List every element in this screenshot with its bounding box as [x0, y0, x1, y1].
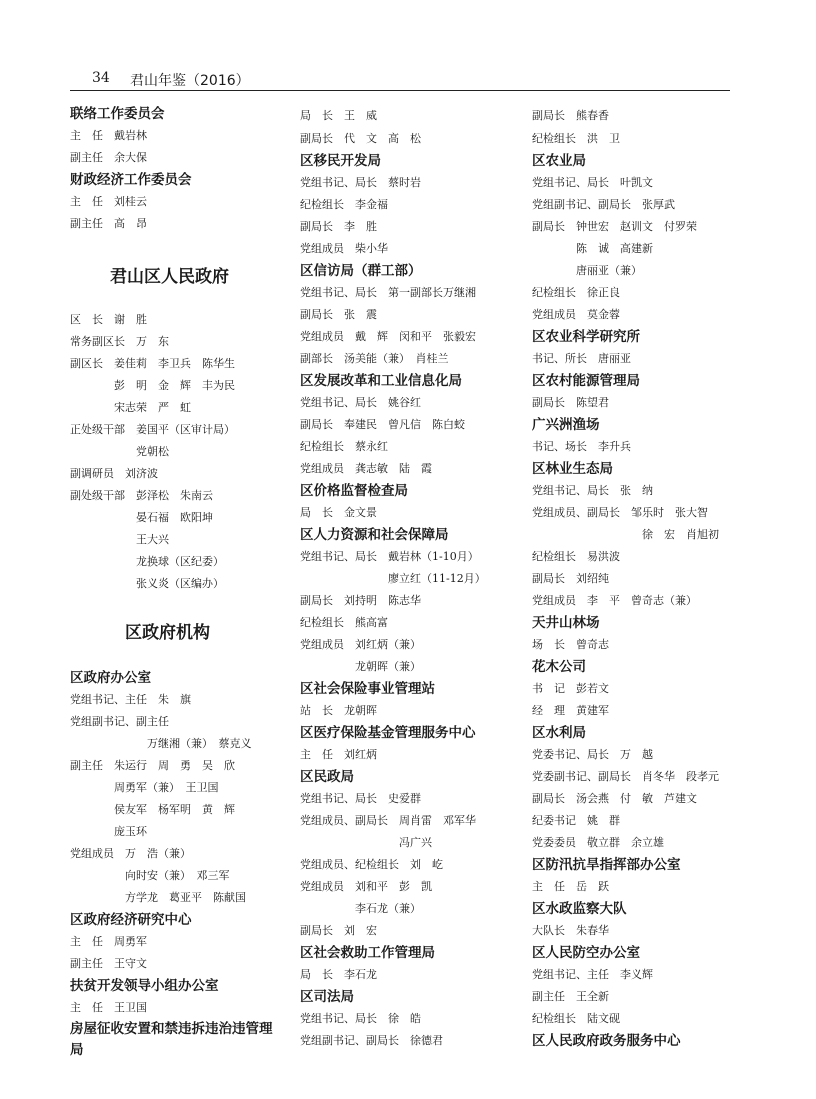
entry-line: 正处级干部 姜国平（区审计局） [70, 423, 235, 436]
column-middle [300, 103, 515, 1052]
entry-line: 站 长 龙朝晖 [300, 704, 377, 717]
entry-line: 副主任 余大保 [70, 151, 147, 164]
entry-line: 副主任 朱运行 周 勇 吴 欣 [70, 759, 235, 772]
entry-line: 场 长 曾奇志 [532, 638, 609, 651]
chapter-title: 区政府机构 [125, 623, 210, 643]
entry-line: 冯广兴 [300, 836, 432, 849]
entry-line: 张义炎（区编办） [70, 577, 224, 590]
entry-line: 副局长 李 胜 [300, 220, 377, 233]
entry-line: 党组成员 戴 辉 闵和平 张毅宏 [300, 330, 476, 343]
entry-line: 廖立红（11-12月） [300, 572, 486, 585]
section-heading: 区水利局 [532, 725, 586, 741]
entry-line: 书记、场长 李升兵 [532, 440, 631, 453]
section-heading: 区农业局 [532, 153, 586, 169]
entry-line: 党朝松 [70, 445, 169, 458]
entry-line: 主 任 刘桂云 [70, 195, 147, 208]
entry-line: 副局长 钟世宏 赵训文 付罗荣 [532, 220, 697, 233]
entry-line: 党组成员 刘红炳（兼） [300, 638, 421, 651]
entry-line: 纪检组长 蔡永红 [300, 440, 388, 453]
entry-line: 书记、所长 唐丽亚 [532, 352, 631, 365]
entry-line: 副局长 熊春香 [532, 109, 609, 122]
entry-line: 纪检组长 洪 卫 [532, 132, 620, 145]
section-heading: 区水政监察大队 [532, 901, 627, 917]
entry-line: 局 长 王 威 [300, 109, 377, 122]
column-left [70, 103, 280, 1061]
entry-line: 主 任 刘红炳 [300, 748, 377, 761]
section-heading: 区农村能源管理局 [532, 373, 640, 389]
entry-line: 区 长 谢 胜 [70, 313, 147, 326]
entry-line: 副局长 代 文 高 松 [300, 132, 421, 145]
entry-line: 副处级干部 彭泽松 朱南云 [70, 489, 213, 502]
entry-line: 纪检组长 熊高富 [300, 616, 388, 629]
entry-line: 主 任 岳 跃 [532, 880, 609, 893]
entry-line: 侯友军 杨军明 黄 辉 [70, 803, 235, 816]
entry-line: 方学龙 葛亚平 陈献国 [70, 891, 246, 904]
entry-line: 党组副书记、副主任 [70, 715, 169, 728]
entry-line: 常务副区长 万 东 [70, 335, 169, 348]
entry-line: 党组成员 万 浩（兼） [70, 847, 191, 860]
entry-line: 党组成员 莫金蓉 [532, 308, 620, 321]
entry-line: 徐 宏 肖旭初 [532, 528, 719, 541]
entry-line: 副局长 刘 宏 [300, 924, 377, 937]
entry-line: 副局长 陈望君 [532, 396, 609, 409]
section-heading: 区防汛抗旱指挥部办公室 [532, 857, 681, 873]
entry-line: 副局长 刘持明 陈志华 [300, 594, 421, 607]
entry-line: 主 任 周勇军 [70, 935, 147, 948]
entry-line: 副局长 汤会燕 付 敏 芦建文 [532, 792, 697, 805]
section-heading: 区林业生态局 [532, 461, 613, 477]
entry-line: 党组书记、主任 朱 旗 [70, 693, 191, 706]
entry-line: 党组书记、局长 叶凯文 [532, 176, 653, 189]
entry-line: 彭 明 金 辉 丰为民 [70, 379, 235, 392]
entry-line: 陈 诚 高建新 [532, 242, 653, 255]
entry-line: 党组书记、局长 戴岩林（1-10月） [300, 550, 479, 563]
entry-line: 书 记 彭若文 [532, 682, 609, 695]
entry-line: 副局长 奉建民 曾凡信 陈白蛟 [300, 418, 465, 431]
entry-line: 龙换球（区纪委） [70, 555, 224, 568]
entry-line: 党组书记、局长 史爱群 [300, 792, 421, 805]
entry-line: 大队长 朱春华 [532, 924, 609, 937]
entry-line: 副区长 姜佳莉 李卫兵 陈华生 [70, 357, 235, 370]
running-header [70, 70, 730, 91]
section-heading: 区政府办公室 [70, 670, 151, 686]
entry-line: 副主任 王守文 [70, 957, 147, 970]
entry-line: 党组书记、局长 张 纳 [532, 484, 653, 497]
section-heading: 区价格监督检查局 [300, 483, 408, 499]
entry-line: 龙朝晖（兼） [300, 660, 421, 673]
section-heading: 区人民防空办公室 [532, 945, 640, 961]
section-heading: 区社会保险事业管理站 [300, 681, 435, 697]
entry-line: 党组书记、局长 姚谷红 [300, 396, 421, 409]
entry-line: 晏石福 欧阳坤 [70, 511, 213, 524]
section-heading: 区政府经济研究中心 [70, 912, 192, 928]
entry-line: 主 任 王卫国 [70, 1001, 147, 1014]
entry-line: 党组书记、局长 第一副部长万继湘 [300, 286, 476, 299]
entry-line: 党组成员、纪检组长 刘 屹 [300, 858, 443, 871]
section-heading: 花木公司 [532, 659, 586, 675]
entry-line: 周勇军（兼） 王卫国 [70, 781, 219, 794]
entry-line: 副局长 刘绍纯 [532, 572, 609, 585]
entry-line: 李石龙（兼） [300, 902, 421, 915]
entry-line: 纪委书记 姚 群 [532, 814, 620, 827]
section-heading: 广兴洲渔场 [532, 417, 600, 433]
entry-line: 纪检组长 易洪波 [532, 550, 620, 563]
section-heading: 扶贫开发领导小组办公室 [70, 978, 219, 994]
entry-line: 副主任 王全新 [532, 990, 609, 1003]
entry-line: 纪检组长 陆文砚 [532, 1012, 620, 1025]
section-heading: 区信访局（群工部） [300, 263, 422, 279]
entry-line: 党组成员 刘和平 彭 凯 [300, 880, 432, 893]
chapter-title: 君山区人民政府 [110, 267, 229, 287]
entry-line: 党组书记、主任 李义辉 [532, 968, 653, 981]
entry-line: 副局长 张 震 [300, 308, 377, 321]
section-heading: 区发展改革和工业信息化局 [300, 373, 462, 389]
entry-line: 宋志荣 严 虹 [70, 401, 191, 414]
section-heading: 区农业科学研究所 [532, 329, 640, 345]
entry-line: 党委书记、局长 万 越 [532, 748, 653, 761]
entry-line: 党委副书记、副局长 肖冬华 段孝元 [532, 770, 719, 783]
entry-line: 经 理 黄建军 [532, 704, 609, 717]
entry-line: 局 长 李石龙 [300, 968, 377, 981]
section-heading: 区移民开发局 [300, 153, 381, 169]
entry-line: 副调研员 刘济波 [70, 467, 158, 480]
entry-line: 党组成员、副局长 周肖雷 邓军华 [300, 814, 476, 827]
entry-line: 纪检组长 李金福 [300, 198, 388, 211]
entry-line: 向时安（兼） 邓三军 [70, 869, 230, 882]
entry-line: 党组书记、局长 蔡时岩 [300, 176, 421, 189]
entry-line: 副部长 汤美能（兼） 肖桂兰 [300, 352, 449, 365]
entry-line: 党组副书记、副局长 徐德君 [300, 1034, 443, 1047]
entry-line: 党组书记、局长 徐 皓 [300, 1012, 421, 1025]
book-title: 君山年鉴（2016） [130, 73, 250, 89]
section-heading: 区民政局 [300, 769, 354, 785]
entry-line: 党组成员 龚志敏 陆 霞 [300, 462, 432, 475]
section-heading: 天井山林场 [532, 615, 600, 631]
entry-line: 党组成员、副局长 邹乐时 张大智 [532, 506, 708, 519]
page-number: 34 [92, 70, 110, 86]
section-heading: 区司法局 [300, 989, 354, 1005]
section-heading: 财政经济工作委员会 [70, 172, 192, 188]
entry-line: 主 任 戴岩林 [70, 129, 147, 142]
column-right [532, 103, 732, 1052]
entry-line: 庞玉环 [70, 825, 147, 838]
section-heading: 区社会救助工作管理局 [300, 945, 435, 961]
entry-line: 党组副书记、副局长 张厚武 [532, 198, 675, 211]
entry-line: 唐丽亚（兼） [532, 264, 642, 277]
section-heading: 区人力资源和社会保障局 [300, 527, 449, 543]
section-heading: 房屋征收安置和禁违拆违治违管理局 [70, 1021, 273, 1058]
entry-line: 局 长 金文景 [300, 506, 377, 519]
entry-line: 纪检组长 徐正良 [532, 286, 620, 299]
section-heading: 联络工作委员会 [70, 106, 165, 122]
entry-line: 党委委员 敬立群 余立雄 [532, 836, 664, 849]
entry-line: 党组成员 柴小华 [300, 242, 388, 255]
entry-line: 王大兴 [70, 533, 169, 546]
entry-line: 万继湘（兼） 蔡克义 [70, 737, 252, 750]
entry-line: 副主任 高 昂 [70, 217, 147, 230]
entry-line: 党组成员 李 平 曾奇志（兼） [532, 594, 697, 607]
section-heading: 区医疗保险基金管理服务中心 [300, 725, 476, 741]
section-heading: 区人民政府政务服务中心 [532, 1033, 681, 1049]
